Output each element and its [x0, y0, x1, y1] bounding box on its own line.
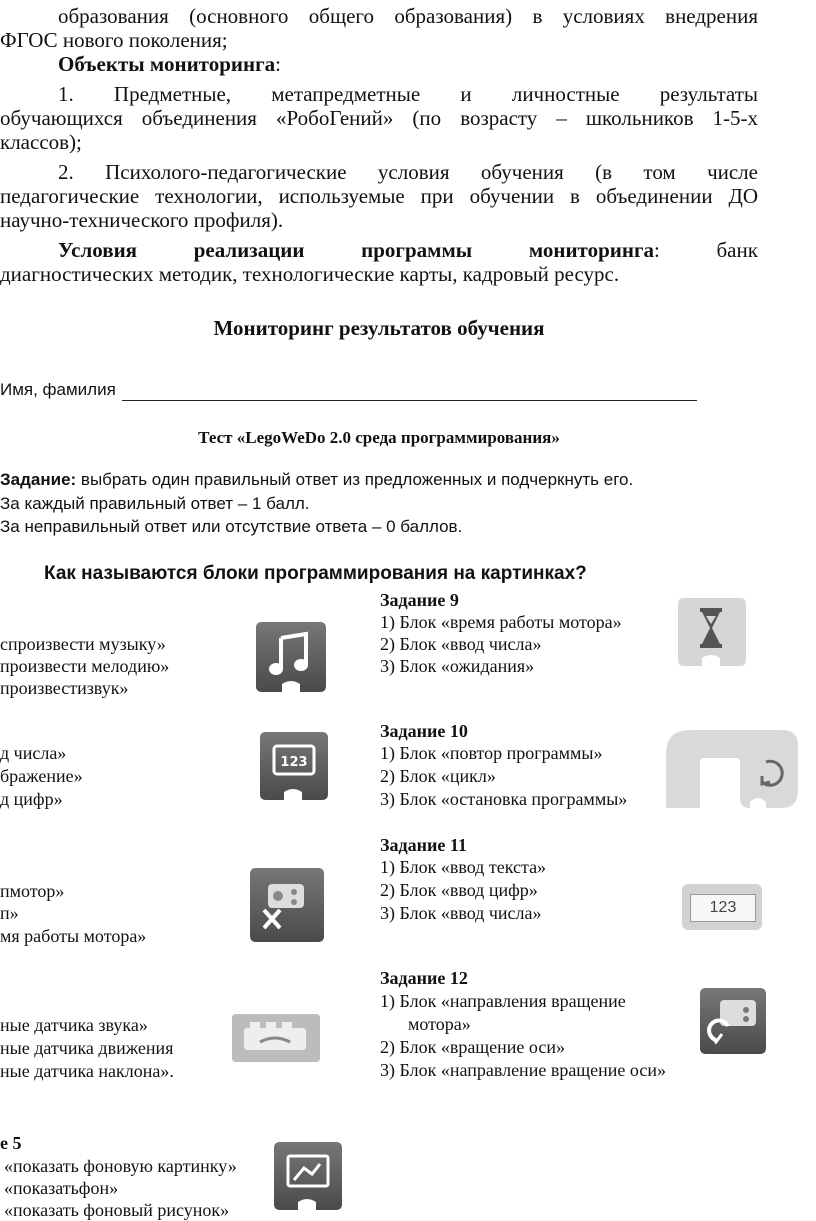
left-task-4-option-2[interactable]: ные датчика движения — [0, 1038, 174, 1058]
score-right: За каждый правильный ответ – 1 балл. — [0, 494, 310, 513]
objects-p2-line1: 2. Психолого-педагогические условия обучения (в том числе — [58, 160, 758, 184]
name-field-label: Имя, фамилия — [0, 380, 116, 399]
conditions-heading-word1: Условия — [58, 238, 138, 262]
svg-text:123: 123 — [280, 755, 308, 770]
task-9-title: Задание 9 — [380, 590, 459, 610]
task-10-option-3[interactable]: 3) Блок «остановка программы» — [380, 789, 628, 809]
name-field-line[interactable] — [122, 400, 697, 401]
left-task-2-option-3[interactable]: д цифр» — [0, 789, 63, 809]
conditions-heading-word2: реализации — [193, 238, 305, 262]
left-task-3-option-3[interactable]: мя работы мотора» — [0, 926, 147, 946]
music-note-icon — [254, 620, 328, 694]
motor-off-icon — [248, 866, 326, 944]
task-9-option-3[interactable]: 3) Блок «ожидания» — [380, 656, 535, 676]
task-instruction — [0, 470, 633, 490]
task-10-option-2[interactable]: 2) Блок «цикл» — [380, 766, 496, 786]
task-11-option-2[interactable]: 2) Блок «ввод цифр» — [380, 880, 538, 900]
task-10-option-1[interactable]: 1) Блок «повтор программы» — [380, 743, 603, 763]
score-wrong: За неправильный ответ или отсутствие ответа – 0 баллов. — [0, 517, 463, 536]
task-12-title: Задание 12 — [380, 968, 468, 988]
conditions-line2: диагностических методик, технологические карты, кадровый ресурс. — [0, 262, 620, 286]
task-11-option-3[interactable]: 3) Блок «ввод числа» — [380, 903, 542, 923]
objects-p1-line3: классов); — [0, 130, 82, 154]
conditions-line1 — [58, 238, 758, 262]
number-input-text: 123 — [690, 894, 756, 922]
hourglass-icon — [676, 596, 748, 668]
objects-p2-line2: педагогические технологии, используемые при обучении в объединении ДО — [0, 184, 758, 208]
display-background-icon — [272, 1140, 344, 1212]
left-task-4-option-1[interactable]: ные датчика звука» — [0, 1015, 148, 1035]
question-heading: Как называются блоки программирования на картинках? — [44, 563, 587, 584]
task-9-option-1[interactable]: 1) Блок «время работы мотора» — [380, 612, 622, 632]
task-12-option-2[interactable]: 2) Блок «вращение оси» — [380, 1037, 565, 1057]
task-11-title: Задание 11 — [380, 835, 467, 855]
left-task-5-option-1[interactable]: «показать фоновую картинку» — [4, 1156, 237, 1176]
objects-colon: : — [275, 52, 281, 76]
task-instruction-label: Задание: — [0, 470, 77, 489]
task-12-option-1[interactable]: 1) Блок «направления вращение — [380, 991, 626, 1011]
task-12-option-1-cont[interactable]: мотора» — [408, 1014, 471, 1034]
tilt-sensor-icon — [230, 1012, 322, 1064]
left-task-2-option-2[interactable]: бражение» — [0, 766, 83, 786]
left-task-1-option-1[interactable]: спроизвести музыку» — [0, 634, 166, 654]
left-task-1-option-2[interactable]: произвести мелодию» — [0, 656, 170, 676]
left-task-3-option-2[interactable]: п» — [0, 903, 19, 923]
left-task-3-option-1[interactable]: пмотор» — [0, 881, 65, 901]
loop-icon — [662, 728, 802, 812]
task-12-option-3[interactable]: 3) Блок «направление вращение оси» — [380, 1060, 666, 1080]
test-title: Тест «LegoWeDo 2.0 среда программирования» — [198, 428, 560, 447]
objects-p2-line3: научно-технического профиля). — [0, 208, 284, 232]
left-task-4-option-3[interactable]: ные датчика наклона». — [0, 1061, 174, 1081]
left-task-5-title: е 5 — [0, 1133, 22, 1153]
task-instruction-text: выбрать один правильный ответ из предложенных и подчеркнуть его. — [76, 470, 634, 489]
left-task-5-option-3[interactable]: «показать фоновый рисунок» — [4, 1200, 230, 1220]
task-10-title: Задание 10 — [380, 721, 468, 741]
left-task-2-option-1[interactable]: д числа» — [0, 743, 67, 763]
conditions-heading-word4: мониторинга: — [528, 238, 660, 262]
left-task-5-option-2[interactable]: «показатьфон» — [4, 1178, 119, 1198]
conditions-heading-word3: программы — [361, 238, 473, 262]
objects-p1-line1: 1. Предметные, метапредметные и личностные результаты — [58, 82, 758, 106]
number-input-icon — [682, 884, 762, 930]
intro-line-2: ФГОС нового поколения; — [0, 28, 228, 52]
motor-direction-icon — [698, 986, 768, 1056]
objects-heading-line — [58, 52, 816, 76]
monitoring-title: Мониторинг результатов обучения — [213, 316, 545, 340]
objects-heading: Объекты мониторинга — [58, 52, 276, 76]
left-task-1-option-3[interactable]: произвестизвук» — [0, 678, 129, 698]
conditions-heading-word5: банк — [716, 238, 758, 262]
task-11-option-1[interactable]: 1) Блок «ввод текста» — [380, 857, 547, 877]
number-123-icon — [258, 730, 330, 802]
objects-p1-line2: обучающихся объединения «РобоГений» (по возрасту – школьников 1-5-х — [0, 106, 758, 130]
task-9-option-2[interactable]: 2) Блок «ввод числа» — [380, 634, 542, 654]
intro-line-1: образования (основного общего образования) в условиях внедрения — [58, 4, 758, 28]
